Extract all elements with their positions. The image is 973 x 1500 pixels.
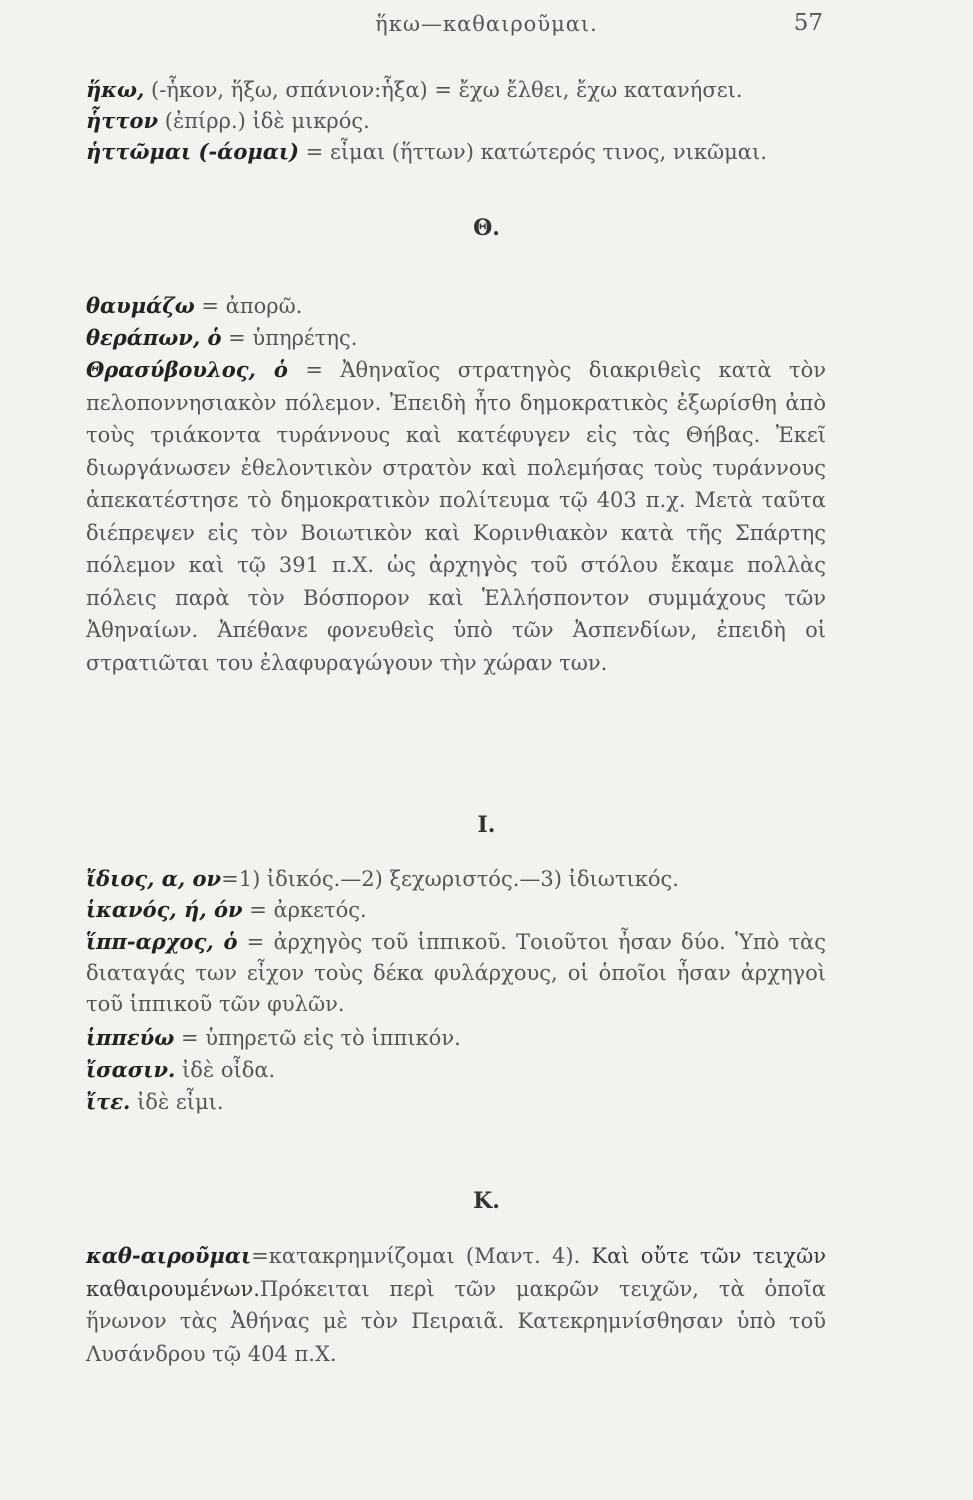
entry-hipparchos [86, 926, 826, 1020]
entry-thaumazo [86, 292, 826, 320]
headword: ἴδιος, α, ον [86, 866, 222, 891]
entry-idios [86, 865, 826, 893]
page-number: 57 [793, 10, 823, 36]
entry-therapon [86, 324, 826, 352]
entry-hippeuo [86, 1024, 826, 1052]
definition: (ἐπίρρ.) ἰδὲ μικρός. [164, 109, 370, 133]
entry-heko [86, 76, 826, 104]
definition: = Ἀθηναῖος στρατηγὸς διακριθεὶς κατὰ τὸν πελοποννησιακὸν πόλεμον. Ἐπειδὴ ἦτο δημοκρατικὸς ἐξωρίσθη ἀπὸ τοὺς τριάκοντα τυράννους καὶ κατέφυγεν εἰς τὰς Θήβας. Ἐκεῖ διωργάνωσεν ἐθελοντικὸν στρατὸν καὶ πολεμήσας τοὺς τυράννους ἀπεκατέστησε τὸ δημοκρατικὸν πολίτευμα τῷ 403 π.χ. Μετὰ ταῦτα διέπρεψεν εἰς τὸν Βοιωτικὸν καὶ Κορινθιακὸν κατὰ τῆς Σπάρτης πόλεμον καὶ τῷ 391 π.Χ. ὡς ἀρχηγὸς τοῦ στόλου ἔκαμε πολλὰς πόλεις παρὰ τὸν Βόσπορον καὶ Ἑλλήσποντον συμμάχους τῶν Ἀθηναίων. Ἀπέθανε φονευθεὶς ὑπὸ τῶν Ἀσπενδίων, ἐπειδὴ οἱ στρατιῶται του ἐλαφυραγώγουν τὴν χώραν των. [86, 358, 826, 675]
entry-ite [86, 1088, 826, 1116]
section-letter-theta: Θ. [473, 215, 500, 241]
quotation: Καὶ οὔτε τῶν τειχῶν καθαιρουμένων. [86, 1244, 826, 1301]
kappa-section [86, 1240, 826, 1370]
iota-section [86, 865, 826, 1116]
headword: ἥκω, [86, 77, 145, 102]
definition: = ὑπηρετῶ εἰς τὸ ἱππικόν. [180, 1026, 461, 1050]
entry-thrasyboulos [86, 354, 826, 679]
definition-continued: Πρόκειται περὶ τῶν μακρῶν τειχῶν, τὰ ὁποῖα ἥνωνον τὰς Ἀθήνας μὲ τὸν Πειραιᾶ. Κατεκρημνίσθησαν ὑπὸ τοῦ Λυσάνδρου τῷ 404 π.Χ. [86, 1276, 826, 1366]
definition: (-ἧκον, ἥξω, σπάνιον:ἧξα) = ἔχω ἔλθει, ἔχω κατανήσει. [151, 78, 743, 102]
definition: =1) ἰδικός.—2) ξεχωριστός.—3) ἰδιωτικός. [221, 867, 679, 891]
headword: ἱκανός, ή, όν [86, 897, 243, 922]
headword: Θρασύβουλος, ὁ [86, 357, 288, 382]
definition: ἰδὲ οἶδα. [182, 1058, 276, 1082]
headword: ἧττον [86, 108, 159, 133]
headword: θεράπων, ὁ [86, 325, 222, 350]
headword: ἱππεύω [86, 1025, 175, 1050]
eta-section [86, 76, 826, 166]
definition: = ἀπορῶ. [201, 294, 303, 318]
definition: = ἀρκετός. [249, 898, 367, 922]
entry-hetton [86, 107, 826, 135]
section-letter-iota: Ι. [477, 812, 496, 838]
entry-isasin [86, 1056, 826, 1084]
entry-kathairoumai [86, 1240, 826, 1370]
headword: ἴτε. [86, 1089, 131, 1114]
headword: ἵππ-αρχος, ὁ [86, 929, 238, 954]
entry-hettomai [86, 138, 826, 166]
theta-section [86, 292, 826, 679]
headword: ἡττῶμαι (-άομαι) [86, 139, 299, 164]
definition: = ἀρχηγὸς τοῦ ἱππικοῦ. Τοιοῦτοι ἦσαν δύο. Ὑπὸ τὰς διαταγάς των εἶχον τοὺς δέκα φυλάρχους, οἱ ὁποῖοι ἦσαν ἀρχηγοὶ τοῦ ἱππικοῦ τῶν φυλῶν. [86, 930, 826, 1016]
definition: = ὑπηρέτης. [228, 326, 358, 350]
headword: καθ-αιροῦμαι [86, 1243, 252, 1268]
section-letter-kappa: Κ. [473, 1188, 500, 1214]
running-head: ἥκω—καθαιροῦμαι. [375, 12, 598, 36]
entry-hikanos [86, 896, 826, 924]
definition: = εἶμαι (ἥττων) κατώτερός τινος, νικῶμαι. [305, 140, 767, 164]
definition: ἰδὲ εἶμι. [137, 1090, 224, 1114]
definition: =κατακρημνίζομαι (Μαντ. 4). [251, 1244, 581, 1268]
headword: θαυμάζω [86, 293, 195, 318]
headword: ἴσασιν. [86, 1057, 176, 1082]
